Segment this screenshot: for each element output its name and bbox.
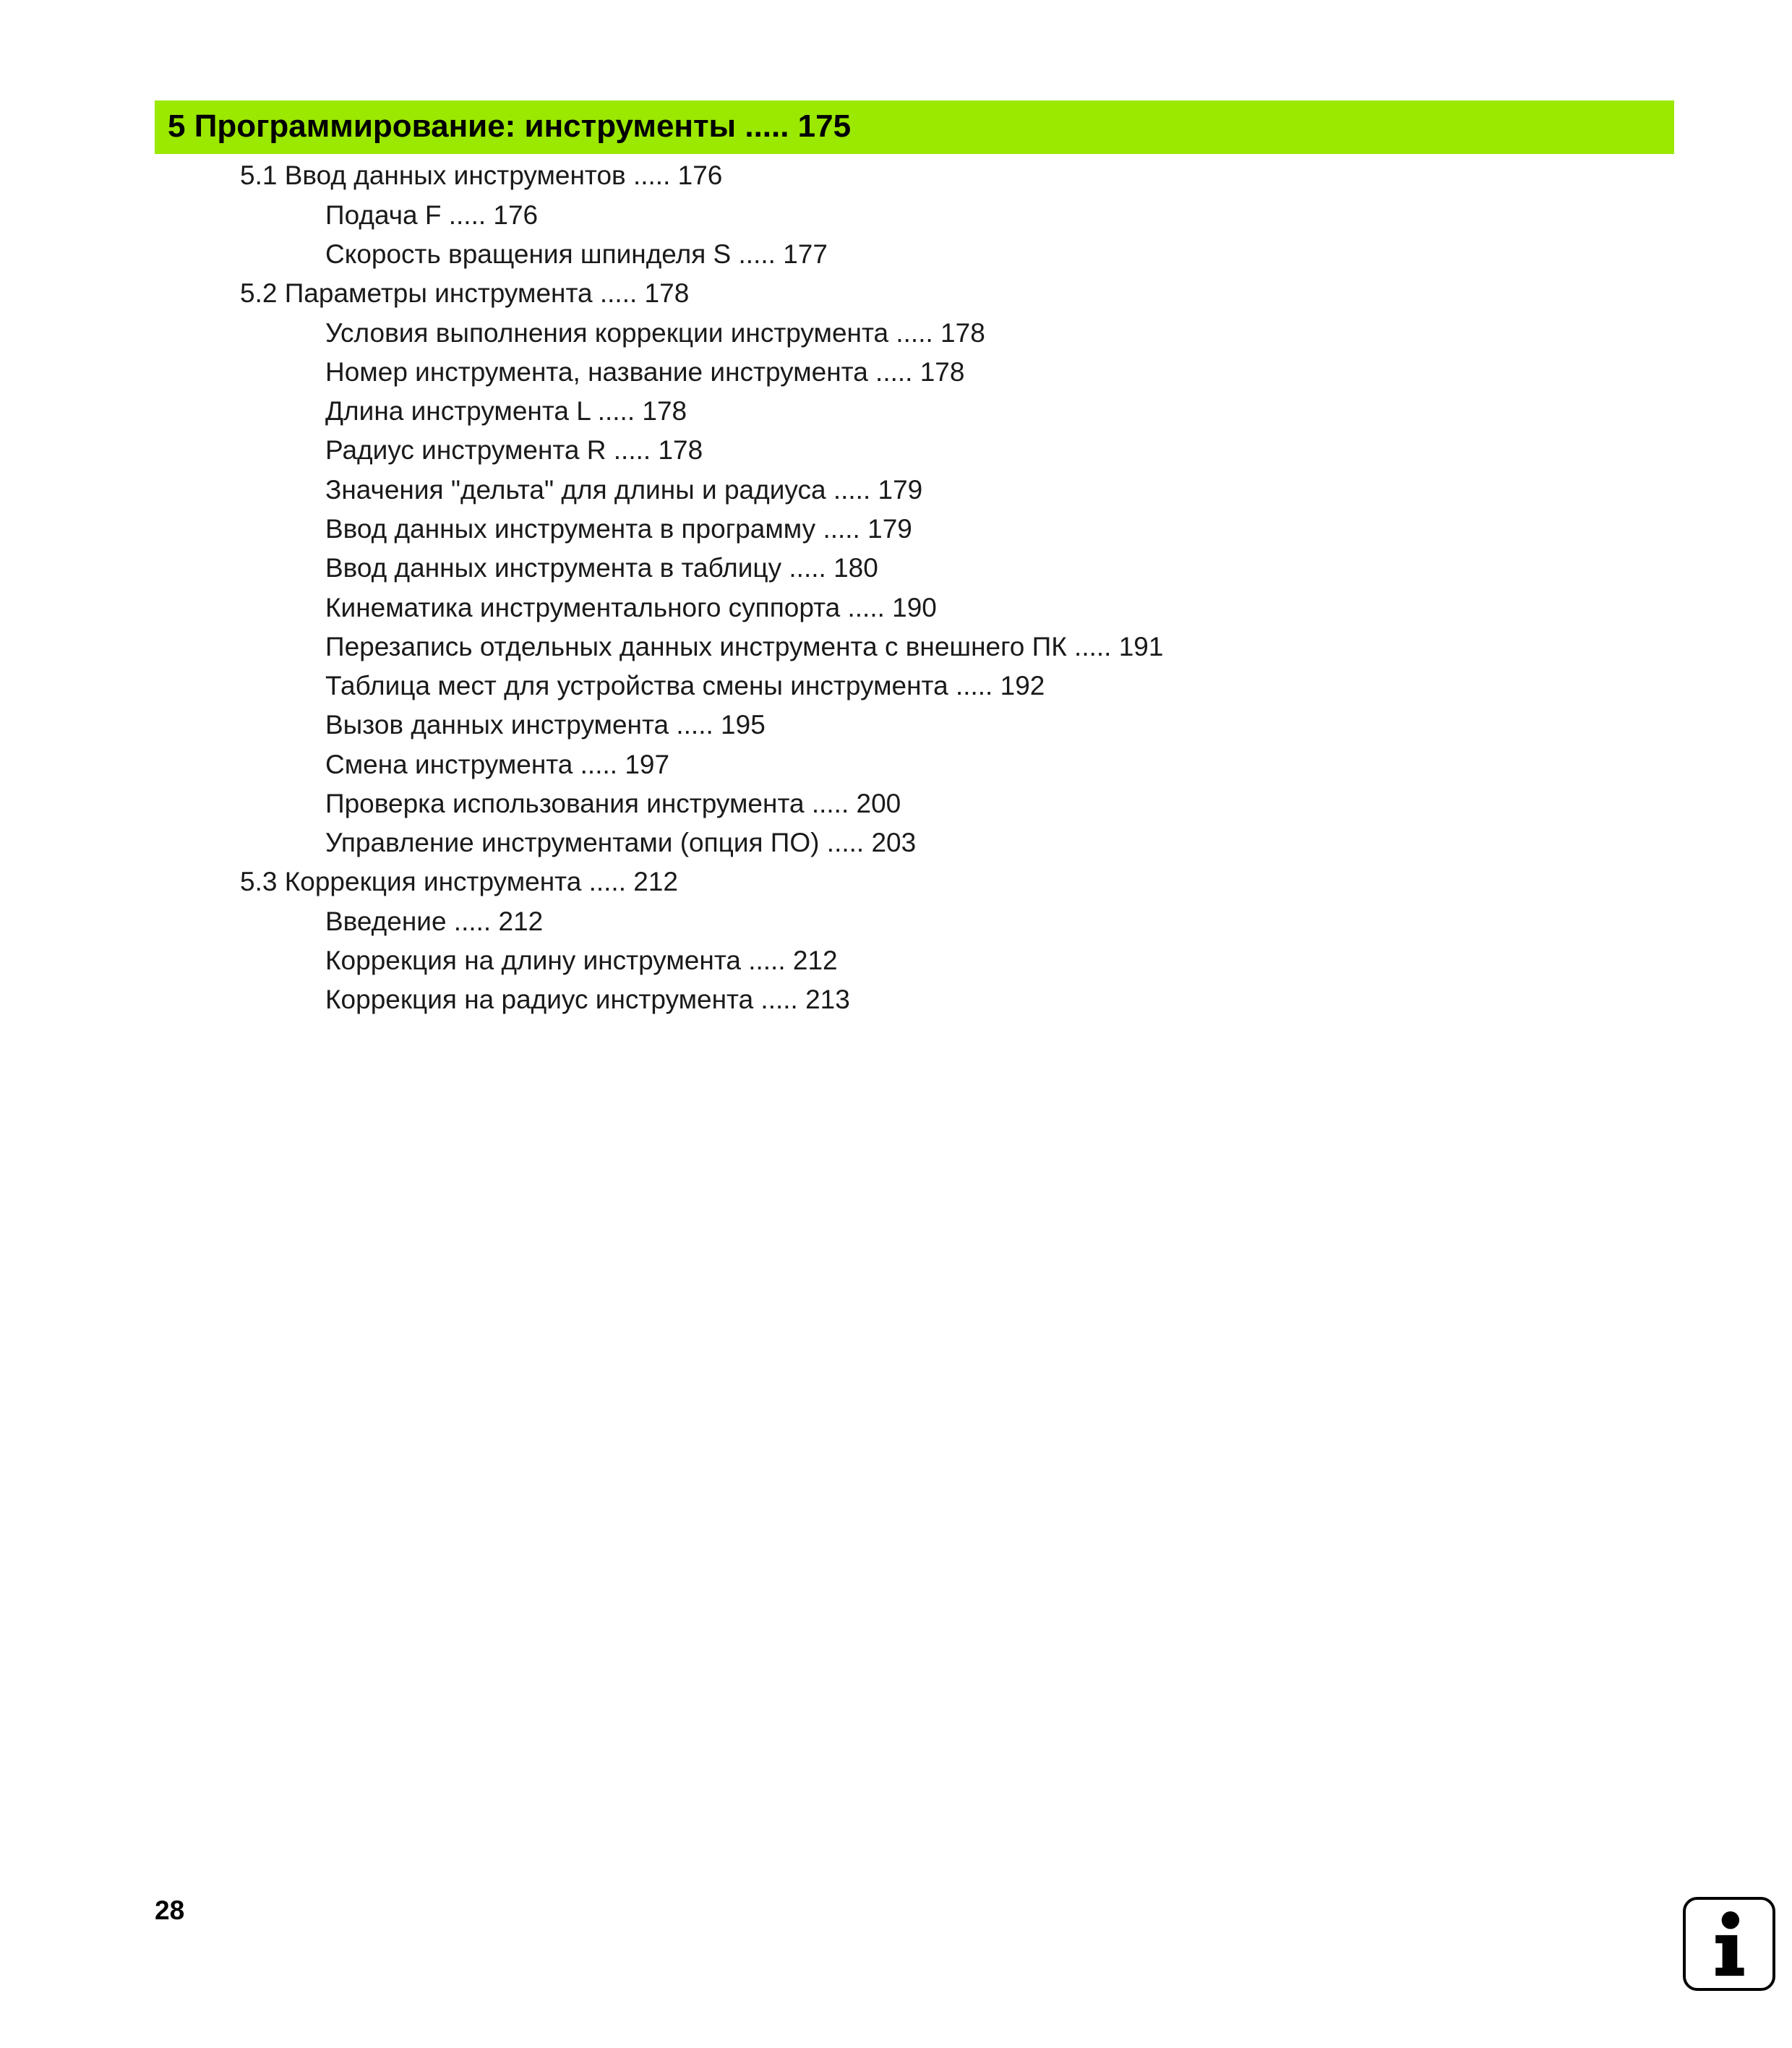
toc-item[interactable]: Скорость вращения шпинделя S ..... 177 (325, 239, 828, 269)
toc-item[interactable]: Номер инструмента, название инструмента ..... 178 (325, 357, 965, 387)
toc-item[interactable]: Введение ..... 212 (325, 907, 544, 936)
toc-section-5-3[interactable]: 5.3 Коррекция инструмента ..... 212 (240, 867, 678, 896)
chapter-header-bar (155, 100, 1674, 154)
toc-item[interactable]: Длина инструмента L ..... 178 (325, 396, 687, 426)
page-number: 28 (155, 1895, 185, 1925)
toc-item[interactable]: Проверка использования инструмента ..... 200 (325, 789, 901, 818)
info-icon[interactable] (1683, 1897, 1775, 1991)
toc-item[interactable]: Подача F ..... 176 (325, 200, 539, 230)
toc-item[interactable]: Смена инструмента ..... 197 (325, 750, 670, 779)
toc-item[interactable]: Коррекция на радиус инструмента ..... 213 (325, 985, 850, 1014)
toc-item[interactable]: Кинематика инструментального суппорта ..... 190 (325, 593, 937, 622)
toc-item[interactable]: Управление инструментами (опция ПО) ..... 203 (325, 828, 917, 857)
toc-item[interactable]: Условия выполнения коррекции инструмента ..... 178 (325, 318, 985, 348)
toc-section-5-1[interactable]: 5.1 Ввод данных инструментов ..... 176 (240, 160, 723, 190)
toc-item[interactable]: Значения "дельта" для длины и радиуса ..... 179 (325, 475, 923, 505)
toc-item[interactable]: Ввод данных инструмента в программу ..... 179 (325, 514, 912, 544)
chapter-title[interactable]: 5 Программирование: инструменты ..... 175 (168, 108, 852, 144)
toc-item[interactable]: Таблица мест для устройства смены инструмента ..... 192 (325, 671, 1045, 700)
toc-item[interactable]: Перезапись отдельных данных инструмента с внешнего ПК ..... 191 (325, 632, 1164, 661)
toc-item[interactable]: Коррекция на длину инструмента ..... 212 (325, 946, 838, 975)
toc-item[interactable]: Вызов данных инструмента ..... 195 (325, 710, 766, 740)
toc-item[interactable]: Ввод данных инструмента в таблицу ..... 180 (325, 553, 878, 583)
toc-section-5-2[interactable]: 5.2 Параметры инструмента ..... 178 (240, 278, 690, 308)
toc-item[interactable]: Радиус инструмента R ..... 178 (325, 435, 703, 465)
